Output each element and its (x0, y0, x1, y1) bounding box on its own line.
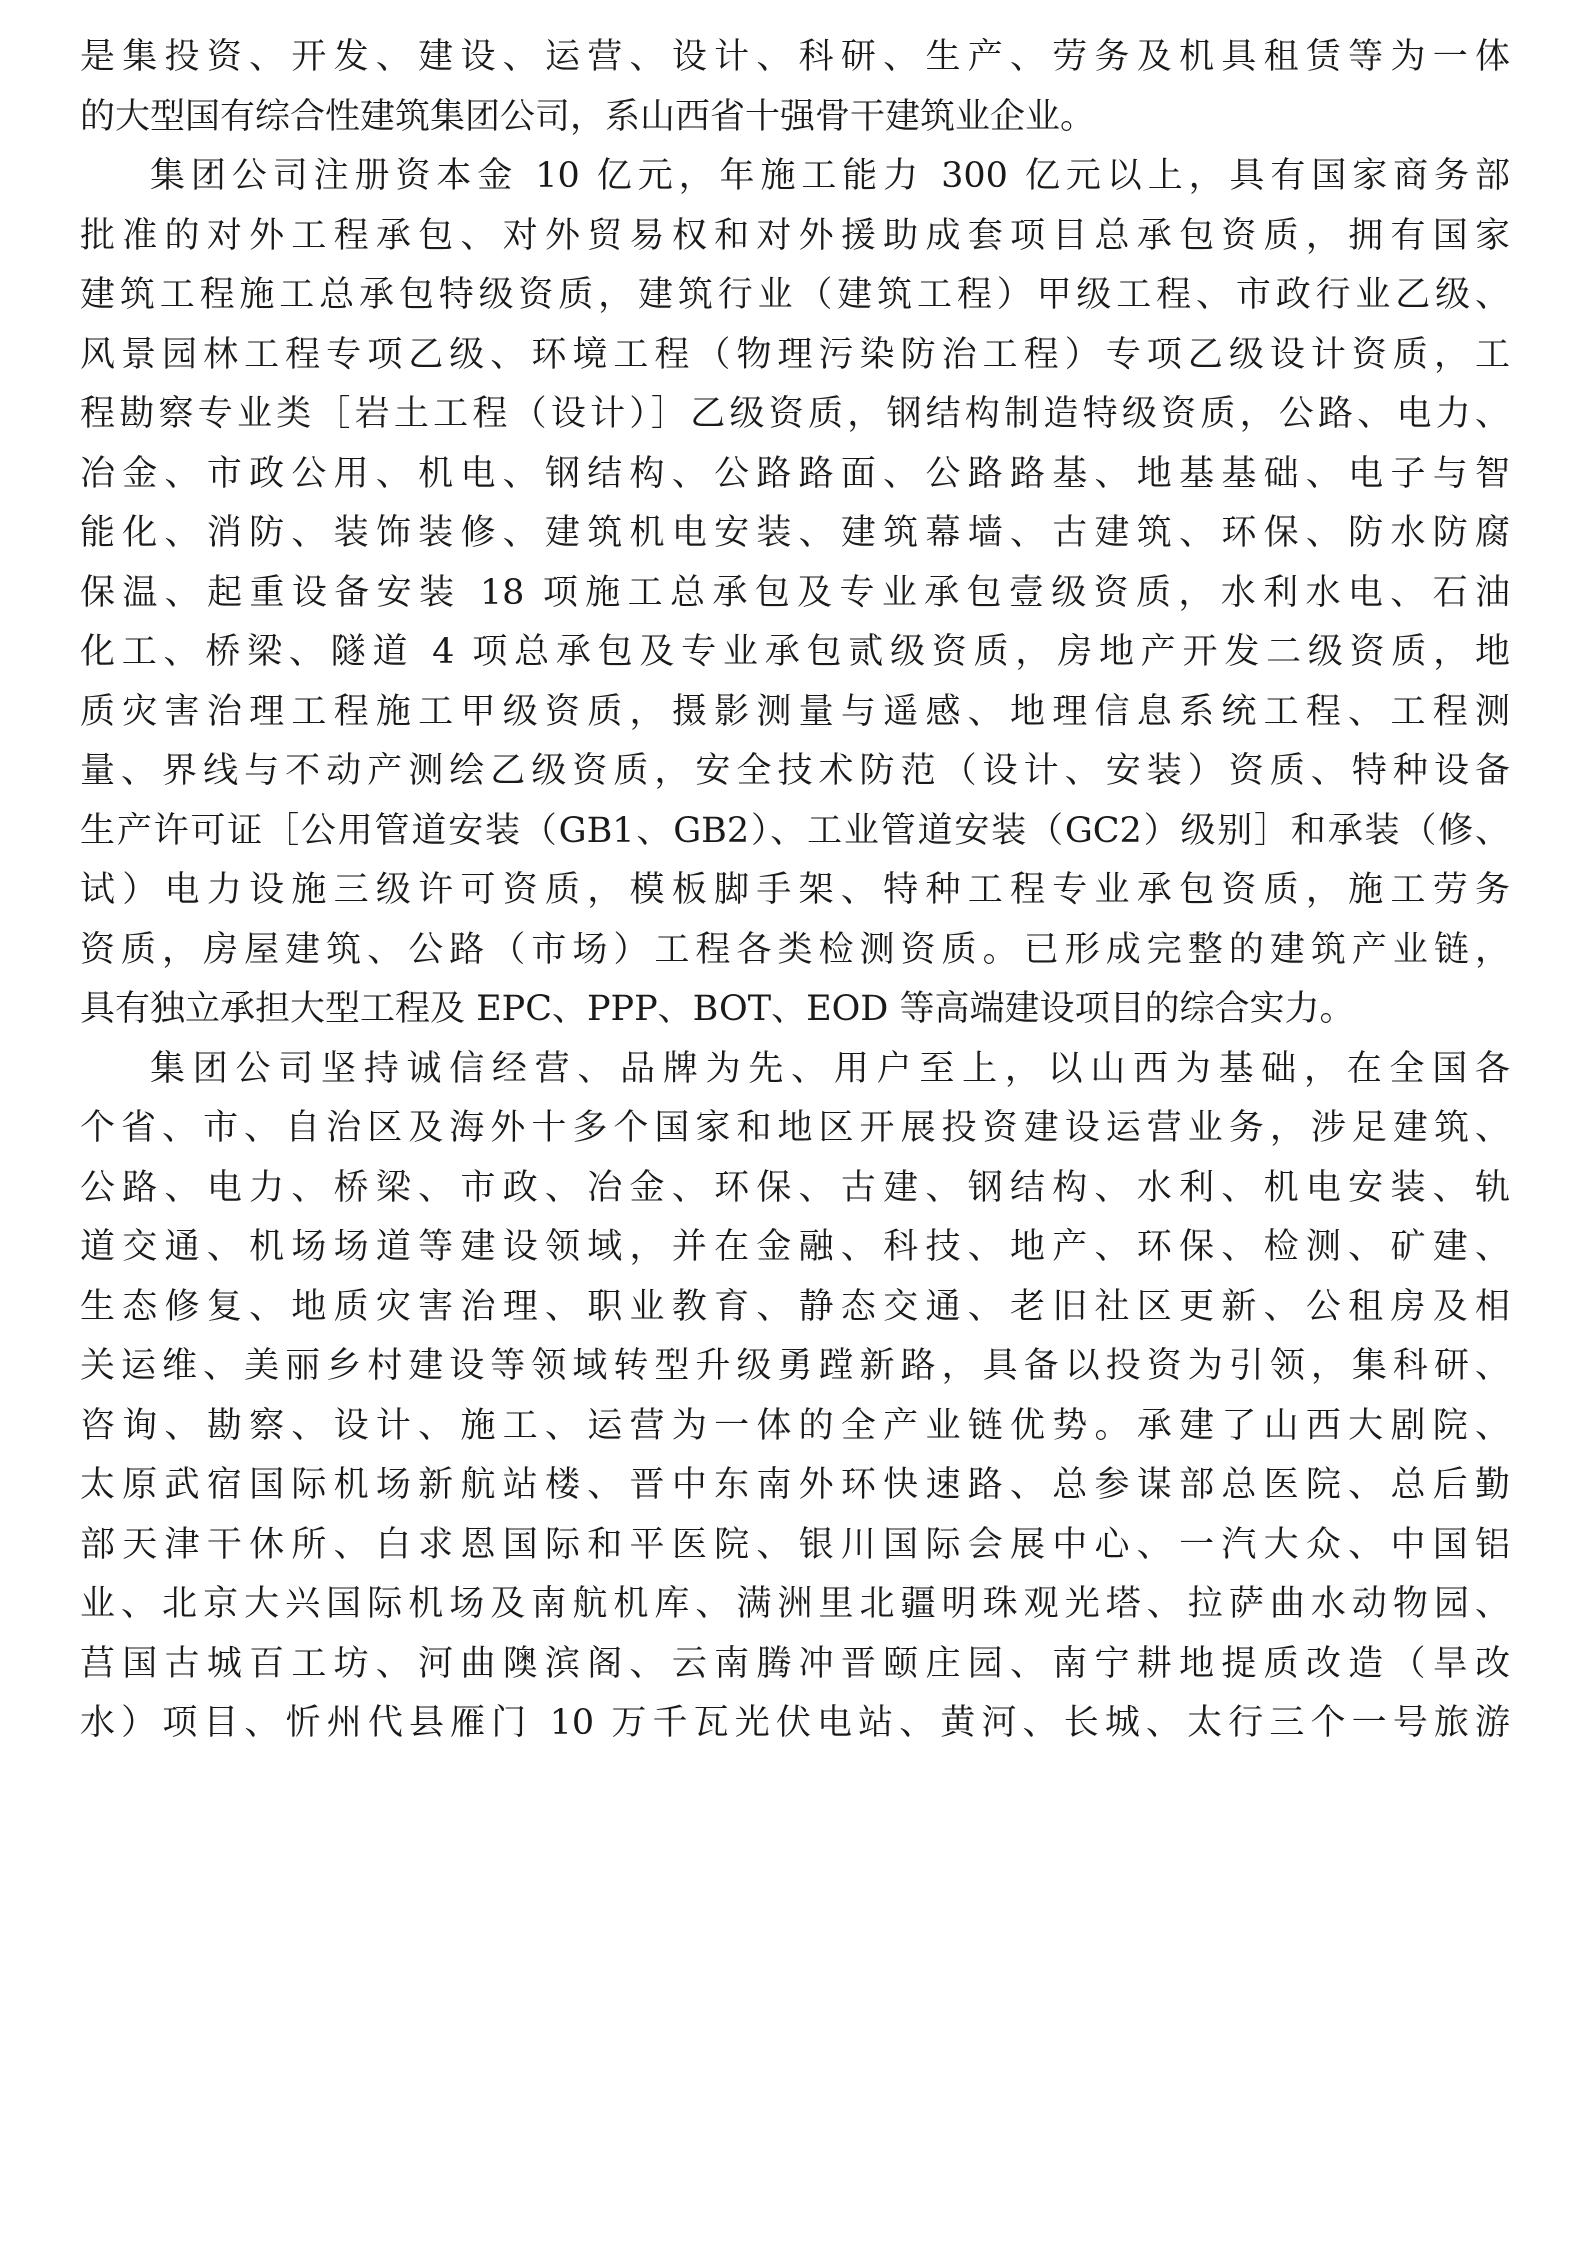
text-line: 量、界线与不动产测绘乙级资质，安全技术防范（设计、安装）资质、特种设备 (80, 751, 1510, 791)
text-line: 是集投资、开发、建设、运营、设计、科研、生产、劳务及机具租赁等为一体 (80, 37, 1510, 77)
body-text (80, 28, 1510, 1754)
paragraph-first-line: 集团公司坚持诚信经营、品牌为先、用户至上，以山西为基础，在全国各 (150, 1048, 1510, 1089)
text-line: 生态修复、地质灾害治理、职业教育、静态交通、老旧社区更新、公租房及相 (80, 1286, 1510, 1327)
text-line: 太原武宿国际机场新航站楼、晋中东南外环快速路、总参谋部总医院、总后勤 (80, 1465, 1510, 1505)
text-line: 建筑工程施工总承包特级资质，建筑行业（建筑工程）甲级工程、市政行业乙级、 (80, 275, 1510, 315)
text-line: 质灾害治理工程施工甲级资质，摄影测量与遥感、地理信息系统工程、工程测 (80, 691, 1510, 732)
text-line: 风景园林工程专项乙级、环境工程（物理污染防治工程）专项乙级设计资质，工 (80, 334, 1510, 375)
paragraph-first-line: 集团公司注册资本金 10 亿元，年施工能力 300 亿元以上，具有国家商务部 (150, 156, 1510, 196)
text-line: 业、北京大兴国际机场及南航机库、满洲里北疆明珠观光塔、拉萨曲水动物园、 (80, 1584, 1510, 1624)
text-line: 程勘察专业类［岩土工程（设计）］乙级资质，钢结构制造特级资质，公路、电力、 (80, 394, 1510, 434)
text-line: 能化、消防、装饰装修、建筑机电安装、建筑幕墙、古建筑、环保、防水防腐 (80, 513, 1510, 553)
text-line: 的大型国有综合性建筑集团公司，系山西省十强骨干建筑业企业。 (80, 96, 1096, 137)
text-line: 冶金、市政公用、机电、钢结构、公路路面、公路路基、地基基础、电子与智 (80, 453, 1510, 494)
text-line: 保温、起重设备安装 18 项施工总承包及专业承包壹级资质，水利水电、石油 (80, 572, 1510, 613)
text-line: 试）电力设施三级许可资质，模板脚手架、特种工程专业承包资质，施工劳务 (80, 870, 1510, 910)
text-line: 生产许可证［公用管道安装（GB1、GB2）、工业管道安装（GC2）级别］和承装（修、 (80, 810, 1510, 851)
text-line: 公路、电力、桥梁、市政、冶金、环保、古建、钢结构、水利、机电安装、轨 (80, 1167, 1510, 1208)
text-line: 部天津干休所、白求恩国际和平医院、银川国际会展中心、一汽大众、中国铝 (80, 1524, 1510, 1565)
text-line: 批准的对外工程承包、对外贸易权和对外援助成套项目总承包资质，拥有国家 (80, 215, 1510, 256)
text-line: 具有独立承担大型工程及 EPC、PPP、BOT、EOD 等高端建设项目的综合实力。 (80, 989, 1355, 1029)
text-line: 资质，房屋建筑、公路（市场）工程各类检测资质。已形成完整的建筑产业链， (80, 929, 1510, 970)
text-line: 个省、市、自治区及海外十多个国家和地区开展投资建设运营业务，涉足建筑、 (80, 1108, 1510, 1148)
text-line: 莒国古城百工坊、河曲隩滨阁、云南腾冲晋颐庄园、南宁耕地提质改造（旱改 (80, 1643, 1510, 1684)
text-line: 道交通、机场场道等建设领域，并在金融、科技、地产、环保、检测、矿建、 (80, 1227, 1510, 1267)
text-line: 化工、桥梁、隧道 4 项总承包及专业承包贰级资质，房地产开发二级资质，地 (80, 632, 1510, 672)
text-line: 关运维、美丽乡村建设等领域转型升级勇蹚新路，具备以投资为引领，集科研、 (80, 1346, 1510, 1386)
text-line: 咨询、勘察、设计、施工、运营为一体的全产业链优势。承建了山西大剧院、 (80, 1405, 1510, 1446)
text-line: 水）项目、忻州代县雁门 10 万千瓦光伏电站、黄河、长城、太行三个一号旅游 (80, 1703, 1510, 1743)
